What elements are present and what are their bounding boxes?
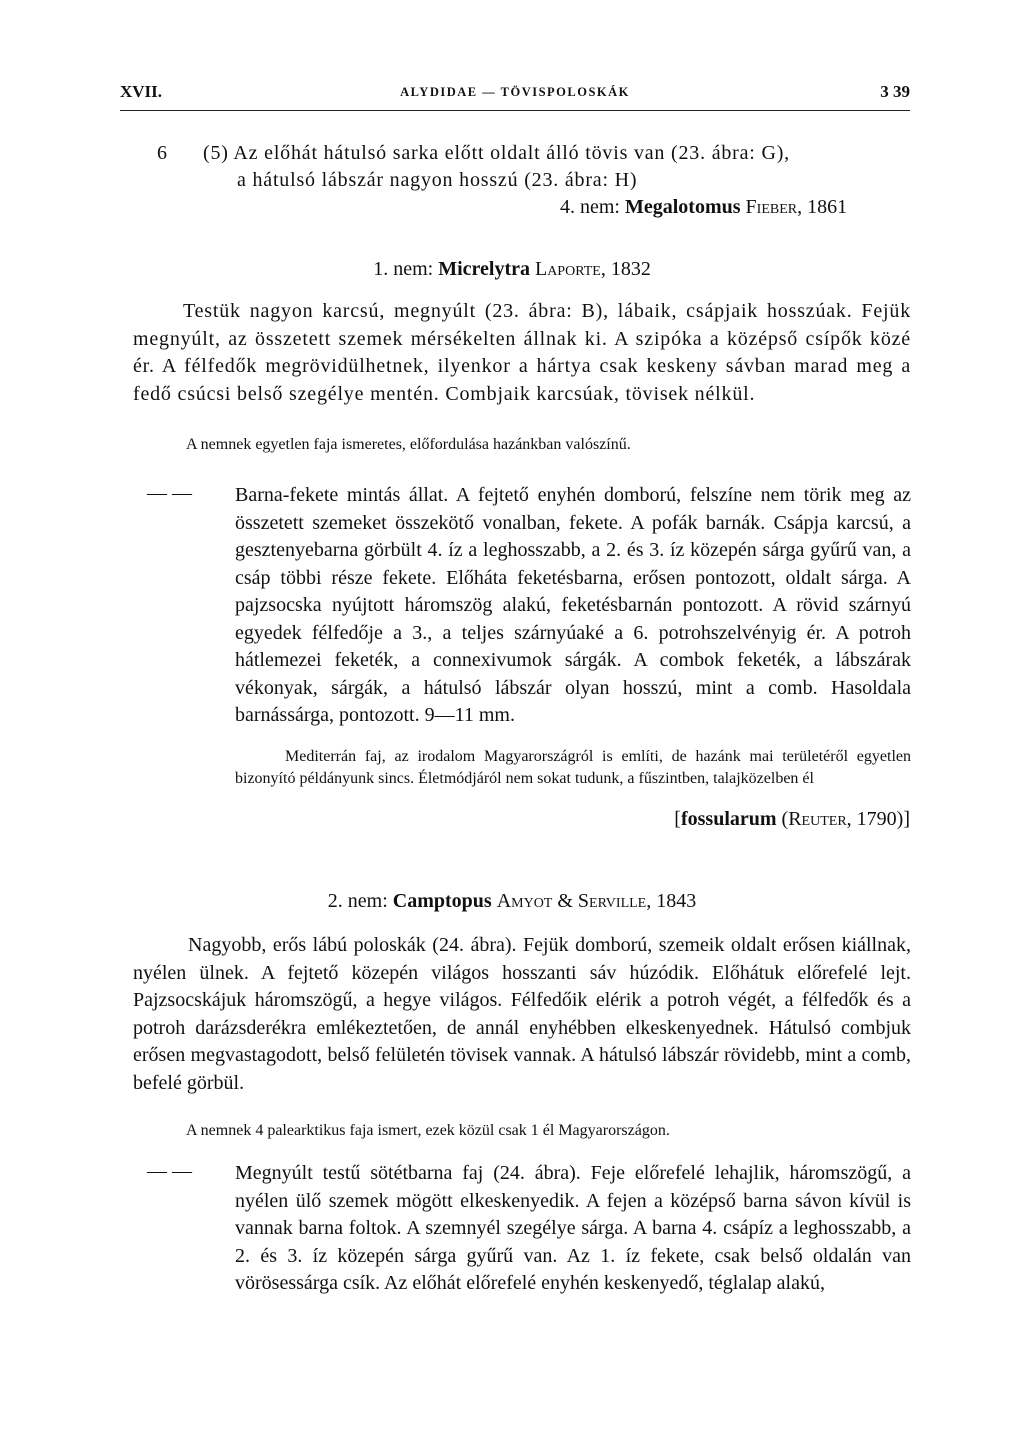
key-line-1: (5) Az előhát hátulsó sarka előtt oldalt álló tövis van (23. ábra: G), (203, 142, 790, 164)
page-number: 3 39 (880, 82, 910, 101)
genus-1-year: , 1832 (600, 258, 651, 280)
genus-1-description: Testük nagyon karcsú, megnyúlt (23. ábra: B), lábaik, csápjaik hosszúak. Fejük megnyúlt, az összetett szemek mérsékelten állnak ki. A szipóka a középső csípők közé ér. A félfedők megrövidülhetnek, ilyenkor a hártya csak keskeny sávban marad meg a fedő csúcsi belső szegélye mentén. Combjaik karcsúak, tövisek nélkül. (133, 300, 911, 405)
key-result-year: , 1861 (797, 196, 848, 218)
key-number: 6 (157, 142, 167, 164)
species-2-description: Megnyúlt testű sötétbarna faj (24. ábra). Feje előrefelé lehajlik, háromszögű, a nyélen ülő szemek mögött elkeskenyedik. A fejen a középső barna sávon kívül is vannak barna foltok. A szemnyél szegélye sárga. A barna 4. csápíz a leghosszabb, a 2. és 3. íz közepén sárga gyűrű van. Az 1. íz fekete, csak belső oldalán van vörösessárga csík. Az előhát előrefelé enyhén keskenyedő, téglalap alakú, (235, 1162, 911, 1294)
genus-2-name: Camptopus (392, 890, 492, 912)
running-header (120, 82, 910, 110)
species-1-name (674, 806, 910, 834)
key-result (560, 194, 847, 222)
genus-heading-1 (0, 256, 1024, 284)
species-1-dash: — — (147, 482, 192, 504)
species-1-author: Reuter (788, 808, 847, 830)
species-1-bracket: [ (674, 808, 681, 830)
key-result-prefix: 4. nem: (560, 196, 625, 218)
key-result-author: Fieber (745, 196, 798, 218)
species-1-paren: ( (776, 808, 789, 830)
genus-2-note: A nemnek 4 palearktikus faja ismert, ezek közül csak 1 él Magyarországon. (186, 1122, 670, 1139)
header-rule (120, 110, 910, 111)
key-result-genus: Megalotomus (625, 196, 741, 218)
genus-2-prefix: 2. nem: (327, 890, 393, 912)
key-line-2: a hátulsó lábszár nagyon hosszú (23. ábra: H) (237, 169, 638, 191)
species-1-year: , 1790)] (846, 808, 910, 830)
species-2-dash: — — (147, 1160, 192, 1182)
species-1-description: Barna-fekete mintás állat. A fejtető enyhén domború, felszíne nem törik meg az összetett szemeket összekötő vonalban, fekete. A pofák barnák. Csápja karcsú, a gesztenyebarna görbült 4. íz a leghosszabb, a 2. és 3. íz közepén sárga gyűrű van, a csáp többi része fekete. Előháta feketésbarna, erősen pontozott, oldalt sárga. A pajzsocska nyújtott háromszög alakú, feketésbarnán pontozott. A rövid szárnyú egyedek félfedője a 3., a teljes szárnyúaké a 6. potrohszelvényig ér. A potroh hátlemezei feketék, a connexivumok sárgák. A combok feketék, a lábszárak vékonyak, sárgák, a hátulsó lábszár olyan hosszú, mint a comb. Hasoldala barnássárga, pontozott. 9—11 mm. (235, 484, 911, 726)
genus-1-name: Micrelytra (438, 258, 530, 280)
genus-1-author: Laporte (534, 258, 601, 280)
genus-1-prefix: 1. nem: (373, 258, 439, 280)
chapter-number: XVII. (120, 82, 163, 101)
chapter-title: ALYDIDAE — TÖVISPOLOSKÁK (400, 85, 630, 99)
genus-2-year: , 1843 (646, 890, 697, 912)
species-1-epithet: fossularum (680, 808, 777, 830)
species-1-note: Mediterrán faj, az irodalom Magyarországról is említi, de hazánk mai területéről egyetlen bizonyító példányunk sincs. Életmódjáról nem sokat tudunk, a fűszintben, talajközelben él (235, 748, 911, 787)
genus-heading-2 (0, 888, 1024, 916)
genus-2-author: Amyot & Serville (496, 890, 647, 912)
genus-1-note: A nemnek egyetlen faja ismeretes, előfordulása hazánkban valószínű. (186, 436, 631, 453)
genus-2-description: Nagyobb, erős lábú poloskák (24. ábra). Fejük domború, szemeik oldalt erősen kiállnak, nyélen ülnek. A fejtető közepén világos hosszanti sáv húzódik. Előhátuk előrefelé lejt. Pajzsocskájuk háromszögű, a hegye világos. Félfedőik elérik a potroh végét, a félfedők és a potroh darázsderékra emlékeztetően, de annál enyhébben elkeskenyednek. Hátulsó combjuk erősen megvastagodott, belső felületén tövisek vannak. A hátulsó lábszár rövidebb, mint a comb, befelé görbül. (133, 934, 911, 1094)
